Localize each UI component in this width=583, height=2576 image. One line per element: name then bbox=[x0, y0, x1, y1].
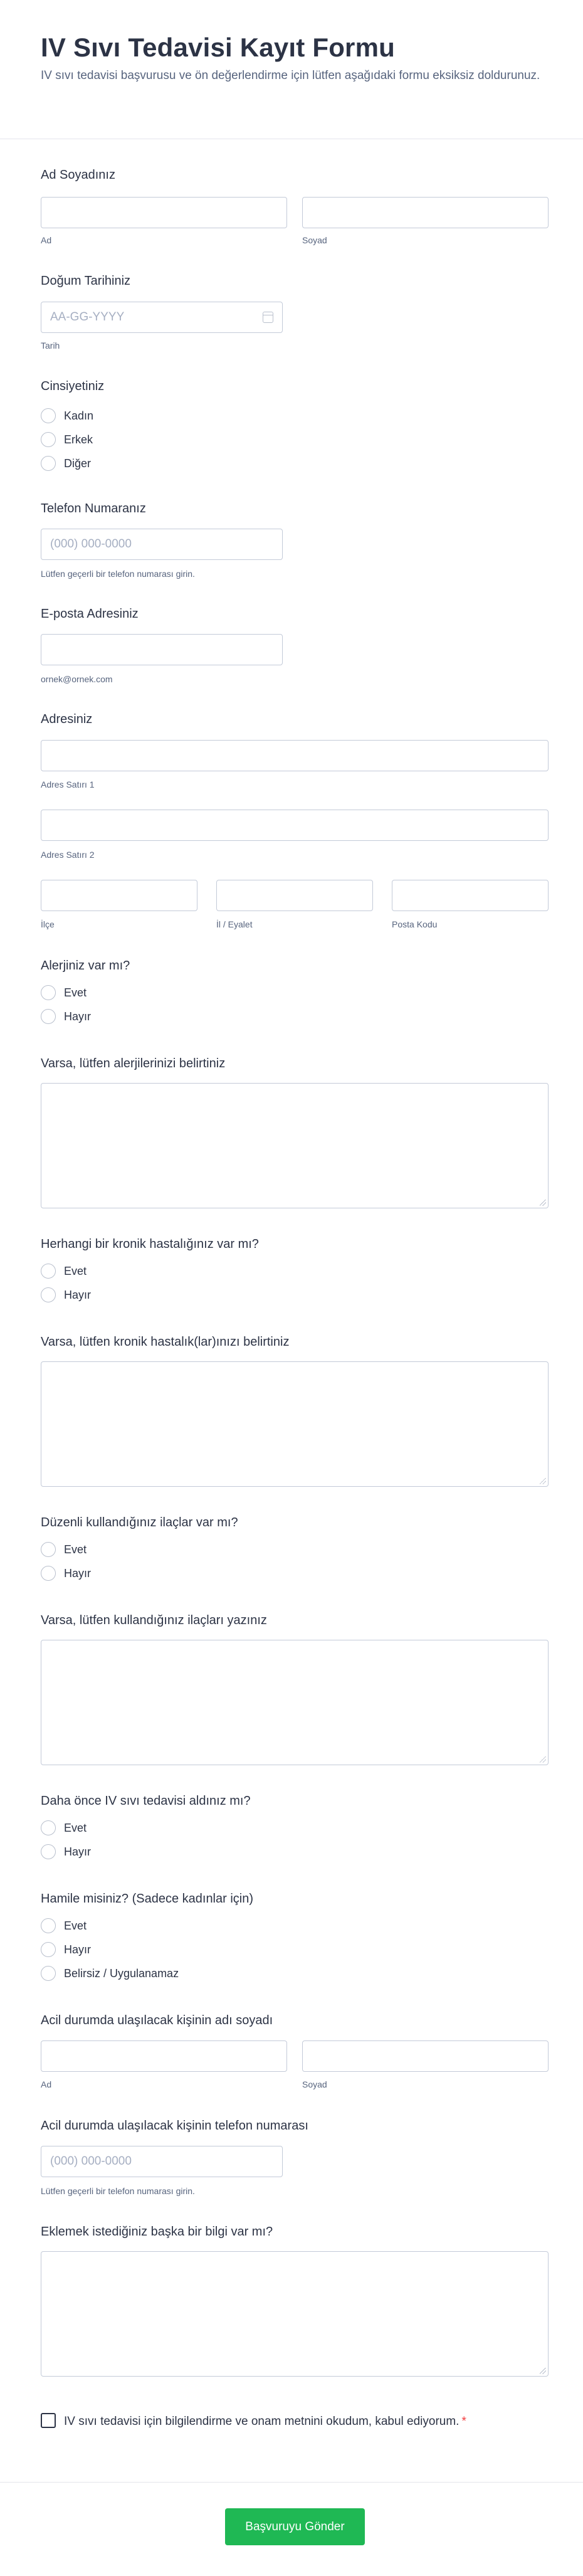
radio-button[interactable] bbox=[41, 1264, 56, 1279]
pregnant-label: Hamile misiniz? (Sadece kadınlar için) bbox=[41, 1892, 254, 1906]
meds-detail-label: Varsa, lütfen kullandığınız ilaçları yazınız bbox=[41, 1613, 267, 1627]
form-header bbox=[0, 0, 583, 139]
name-label: Ad Soyadınız bbox=[41, 168, 115, 182]
district-input[interactable] bbox=[41, 880, 197, 911]
radio-button[interactable] bbox=[41, 1287, 56, 1302]
radio-button[interactable] bbox=[41, 1942, 56, 1957]
email-input[interactable] bbox=[41, 634, 283, 665]
birth-date-placeholder: AA-GG-YYYY bbox=[50, 310, 125, 324]
chronic-detail-label: Varsa, lütfen kronik hastalık(lar)ınızı belirtiniz bbox=[41, 1335, 290, 1349]
phone-sublabel: Lütfen geçerli bir telefon numarası girin. bbox=[41, 569, 195, 579]
radio-button[interactable] bbox=[41, 1566, 56, 1581]
consent-text: IV sıvı tedavisi için bilgilendirme ve onam metnini okudum, kabul ediyorum. bbox=[64, 2415, 460, 2428]
address-line2-sublabel: Adres Satırı 2 bbox=[41, 850, 95, 860]
meds-detail-textarea[interactable] bbox=[41, 1640, 549, 1765]
radio-button[interactable] bbox=[41, 1966, 56, 1981]
allergy-label: Alerjiniz var mı? bbox=[41, 959, 130, 973]
calendar-icon[interactable] bbox=[263, 312, 273, 323]
radio-button[interactable] bbox=[41, 1820, 56, 1835]
chronic-detail-textarea[interactable] bbox=[41, 1361, 549, 1487]
radio-button[interactable] bbox=[41, 1918, 56, 1933]
birth-date-sublabel: Tarih bbox=[41, 340, 60, 351]
province-input[interactable] bbox=[216, 880, 373, 911]
emergency-phone-sublabel: Lütfen geçerli bir telefon numarası girin. bbox=[41, 2186, 195, 2196]
submit-button[interactable]: Başvuruyu Gönder bbox=[225, 2508, 365, 2545]
emergency-first-name-sublabel: Ad bbox=[41, 2079, 52, 2089]
gender-label: Cinsiyetiniz bbox=[41, 379, 105, 393]
consent-label bbox=[41, 2413, 480, 2430]
extra-info-textarea[interactable] bbox=[41, 2251, 549, 2377]
email-label: E-posta Adresiniz bbox=[41, 607, 139, 621]
birth-date-label: Doğum Tarihiniz bbox=[41, 274, 131, 288]
chronic-label: Herhangi bir kronik hastalığınız var mı? bbox=[41, 1237, 259, 1251]
address-line1-input[interactable] bbox=[41, 740, 549, 771]
emergency-phone-placeholder: (000) 000-0000 bbox=[50, 2155, 132, 2168]
resize-handle[interactable] bbox=[540, 1200, 546, 1206]
resize-handle[interactable] bbox=[540, 2368, 546, 2374]
emergency-phone-label: Acil durumda ulaşılacak kişinin telefon numarası bbox=[41, 2119, 308, 2133]
radio-button[interactable] bbox=[41, 1542, 56, 1557]
emergency-last-name-sublabel: Soyad bbox=[302, 2079, 327, 2089]
emergency-last-name-input[interactable] bbox=[302, 2040, 549, 2072]
radio-button[interactable] bbox=[41, 408, 56, 423]
phone-placeholder: (000) 000-0000 bbox=[50, 537, 132, 551]
phone-input[interactable] bbox=[41, 529, 283, 560]
meds-label: Düzenli kullandığınız ilaçlar var mı? bbox=[41, 1516, 238, 1529]
last-name-input[interactable] bbox=[302, 197, 549, 228]
radio-button[interactable] bbox=[41, 1844, 56, 1859]
postal-code-sublabel: Posta Kodu bbox=[392, 919, 438, 929]
form-title: IV Sıvı Tedavisi Kayıt Formu bbox=[41, 33, 395, 62]
radio-button[interactable] bbox=[41, 432, 56, 447]
emergency-first-name-input[interactable] bbox=[41, 2040, 287, 2072]
first-name-input[interactable] bbox=[41, 197, 287, 228]
prior-iv-label: Daha önce IV sıvı tedavisi aldınız mı? bbox=[41, 1794, 251, 1808]
radio-button[interactable] bbox=[41, 985, 56, 1000]
emergency-phone-input[interactable] bbox=[41, 2146, 283, 2177]
first-name-sublabel: Ad bbox=[41, 235, 52, 245]
province-sublabel: İl / Eyalet bbox=[216, 919, 253, 929]
allergy-detail-label: Varsa, lütfen alerjilerinizi belirtiniz bbox=[41, 1057, 226, 1070]
radio-button[interactable] bbox=[41, 456, 56, 471]
address-label: Adresiniz bbox=[41, 712, 93, 726]
resize-handle[interactable] bbox=[540, 1478, 546, 1484]
extra-info-label: Eklemek istediğiniz başka bir bilgi var mı? bbox=[41, 2225, 273, 2239]
birth-date-input[interactable] bbox=[41, 302, 283, 333]
required-mark: * bbox=[461, 2415, 466, 2428]
radio-button[interactable] bbox=[41, 1009, 56, 1024]
address-line1-sublabel: Adres Satırı 1 bbox=[41, 779, 95, 789]
email-sublabel: ornek@ornek.com bbox=[41, 674, 113, 684]
allergy-detail-textarea[interactable] bbox=[41, 1083, 549, 1208]
resize-handle[interactable] bbox=[540, 1756, 546, 1763]
postal-code-input[interactable] bbox=[392, 880, 549, 911]
last-name-sublabel: Soyad bbox=[302, 235, 327, 245]
emergency-name-label: Acil durumda ulaşılacak kişinin adı soyadı bbox=[41, 2014, 273, 2027]
address-line2-input[interactable] bbox=[41, 810, 549, 841]
district-sublabel: İlçe bbox=[41, 919, 55, 929]
form-subtitle: IV sıvı tedavisi başvurusu ve ön değerlendirme için lütfen aşağıdaki formu eksiksiz doldurunuz. bbox=[41, 69, 540, 82]
phone-label: Telefon Numaranız bbox=[41, 502, 146, 515]
